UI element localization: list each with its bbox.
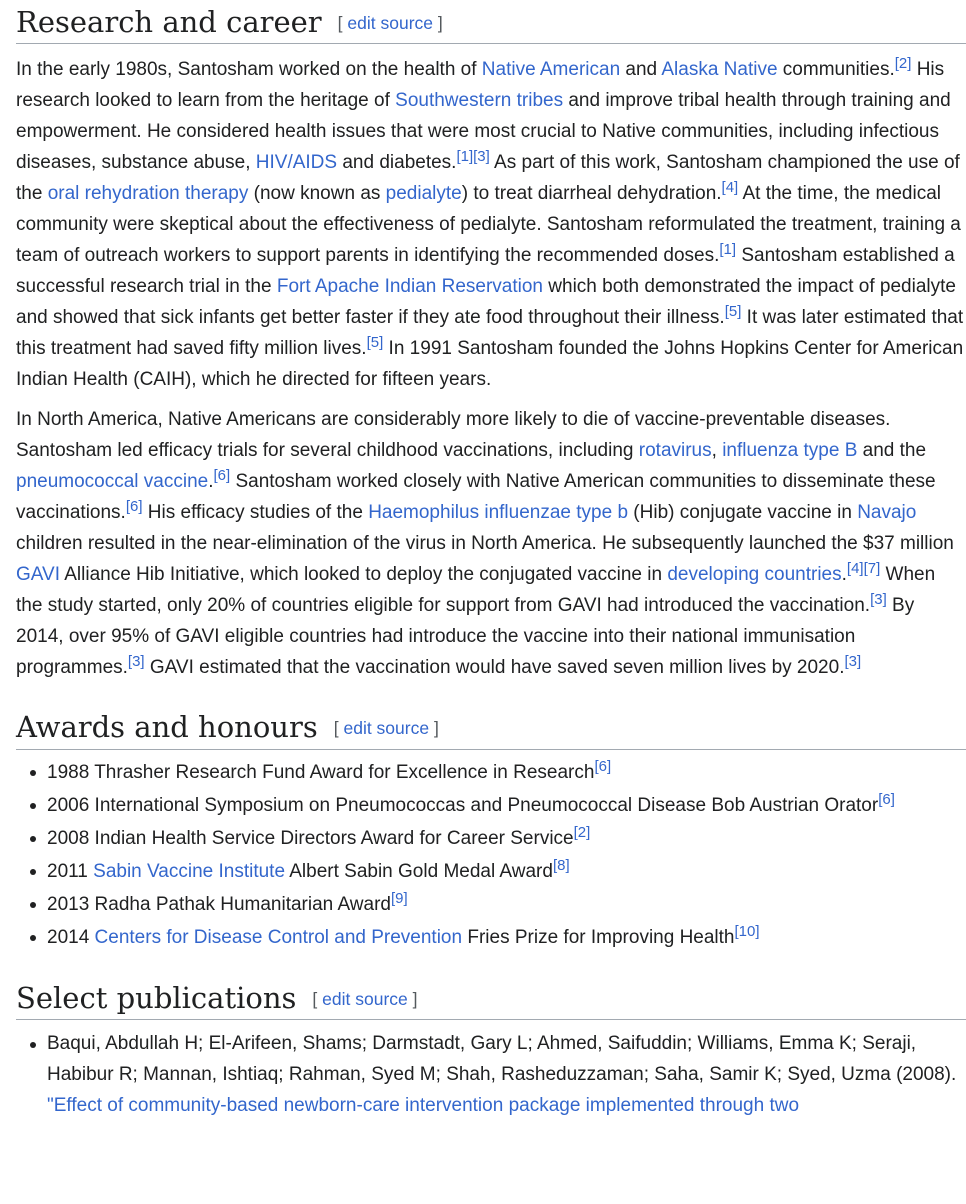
link-fort-apache-indian-reservation[interactable]: Fort Apache Indian Reservation [276,276,544,298]
list-item [47,855,966,888]
text: 2008 Indian Health Service Directors Award for Career Service [47,827,574,849]
link-developing-countries[interactable]: developing countries [667,564,842,586]
citation-ref[interactable]: [2] [573,823,591,841]
link-navajo[interactable]: Navajo [857,502,917,524]
citation-ref[interactable]: [9] [391,889,408,907]
text: In the early 1980s, Santosham worked on the health of [16,59,482,81]
text: GAVI estimated that the vaccination would have saved seven million lives by 2020. [144,657,845,679]
citation-ref[interactable]: [7] [863,560,881,578]
citation-ref[interactable]: [6] [594,757,612,775]
text: His efficacy studies of the [142,502,369,524]
link-native-american[interactable]: Native American [481,59,621,81]
list-item [47,789,966,822]
text: and diabetes. [337,152,457,174]
list-item [47,921,966,954]
link-pedialyte[interactable]: pedialyte [385,183,462,205]
text: His research looked to learn from the heritage of [16,59,945,112]
list-item [47,756,966,789]
link-pneumococcal-vaccine[interactable]: pneumococcal vaccine [16,471,209,493]
section-title: Awards and honours [16,710,318,745]
text: Santosham worked closely with Native American communities to disseminate these vaccinations. [16,471,936,524]
text: In North America, Native Americans are considerably more likely to die of vaccine-preventable diseases. Santosham led efficacy trials for several childhood vaccinations, including [16,409,891,462]
citation-ref[interactable]: [6] [213,467,231,485]
citation-ref[interactable]: [6] [125,498,143,516]
citation-ref[interactable]: [10] [734,922,760,940]
link-alaska-native[interactable]: Alaska Native [661,59,778,81]
text: 2011 [47,860,94,882]
citation-ref[interactable]: [3] [870,591,887,609]
list-item [47,1028,966,1121]
section-title: Research and career [16,5,322,39]
citation-ref[interactable]: [3] [844,653,862,671]
edit-source-link[interactable]: edit source [343,718,430,739]
citation-ref[interactable]: [3] [127,653,145,671]
list-item [47,822,966,855]
publication-title-link[interactable]: "Effect of community-based newborn-care intervention package implemented through two [47,1094,800,1116]
text: and the [857,440,927,462]
section-heading-publications [16,980,966,1020]
link-influenza-type-b[interactable]: influenza type B [722,440,858,462]
text: Santosham established a successful research trial in the [16,245,955,298]
link-rotavirus[interactable]: rotavirus [638,440,712,462]
text: children resulted in the near-elimination of the virus in North America. He subsequently launched the $37 million [16,533,954,555]
link-southwestern-tribes[interactable]: Southwestern tribes [395,90,564,112]
article-content [0,4,966,1121]
text: (Hib) conjugate vaccine in [628,502,858,524]
text: Albert Sabin Gold Medal Award [285,860,553,882]
citation-ref[interactable]: [8] [552,856,570,874]
paragraph-research-2 [16,404,966,683]
link-gavi[interactable]: GAVI [16,564,60,586]
citation-ref[interactable]: [1] [456,148,474,166]
citation-ref[interactable]: [4] [846,560,864,578]
text: which both demonstrated the impact of pedialyte and showed that sick infants get better faster if they ate food throughout their illness. [16,276,956,329]
text: When the study started, only 20% of countries eligible for support from GAVI had introduced the vaccination. [16,564,936,617]
link-oral-rehydration-therapy[interactable]: oral rehydration therapy [47,183,249,205]
citation-ref[interactable]: [6] [878,790,895,808]
section-title: Select publications [16,980,297,1015]
awards-list [16,756,966,954]
text: Fries Prize for Improving Health [462,926,735,948]
text: (now known as [248,183,386,205]
text: 2006 International Symposium on Pneumococcas and Pneumococcal Disease Bob Austrian Orator [47,794,879,816]
text: ) to treat diarrheal dehydration. [461,183,722,205]
edit-source-link[interactable]: edit source [322,988,408,1009]
text: . [208,471,214,493]
text: communities. [777,59,895,81]
text: and improve tribal health through training and empowerment. He considered health issues that were most crucial to Native communities, including infectious diseases, substance abuse, [16,90,951,174]
edit-section-link: [ edit source ] [333,718,439,739]
paragraph-research-1 [16,54,966,395]
publication-authors: Baqui, Abdullah H; El-Arifeen, Shams; Darmstadt, Gary L; Ahmed, Saifuddin; Williams, Emma K; Seraji, Habibur R; Mannan, Ishtiaq; Rahman, Syed M; Shah, Rasheduzzaman; Saha, Samir K; Syed, Uzma (2008). [47,1032,957,1085]
text: and [620,59,662,81]
link-hiv-aids[interactable]: HIV/AIDS [255,152,338,174]
citation-ref[interactable]: [4] [721,179,739,197]
link-haemophilus-influenzae-type-b[interactable]: Haemophilus influenzae type b [368,502,629,524]
text: , [711,440,723,462]
text: Alliance Hib Initiative, which looked to deploy the conjugated vaccine in [60,564,668,586]
edit-source-link[interactable]: edit source [347,13,434,33]
text: 1988 Thrasher Research Fund Award for Excellence in Research [47,761,595,783]
text: In 1991 Santosham founded the Johns Hopkins Center for American Indian Health (CAIH), which he directed for fifteen years. [16,338,964,391]
citation-ref[interactable]: [5] [724,303,742,321]
text: . [841,564,847,586]
citation-ref[interactable]: [3] [473,148,490,166]
text: By 2014, over 95% of GAVI eligible countries had introduce the vaccine into their national immunisation programmes. [16,595,915,679]
section-heading-awards [16,709,966,749]
link-sabin-vaccine-institute[interactable]: Sabin Vaccine Institute [93,860,286,882]
text: It was later estimated that this treatment had saved fifty million lives. [16,307,964,360]
edit-section-link: [ edit source ] [337,13,443,33]
citation-ref[interactable]: [1] [719,241,737,259]
link-cdc[interactable]: Centers for Disease Control and Prevention [94,926,463,948]
edit-section-link: [ edit source ] [312,988,418,1009]
citation-ref[interactable]: [2] [894,55,912,73]
text: 2014 [47,926,95,948]
text: At the time, the medical community were skeptical about the effectiveness of pedialyte. Santosham reformulated the treatment, training a team of outreach workers to support parents in identifying the recommended doses. [16,183,961,267]
section-heading-research [16,4,966,44]
citation-ref[interactable]: [5] [366,334,384,352]
list-item [47,888,966,921]
publications-list [16,1028,966,1121]
text: As part of this work, Santosham championed the use of the [16,152,960,205]
text: 2013 Radha Pathak Humanitarian Award [47,893,391,915]
